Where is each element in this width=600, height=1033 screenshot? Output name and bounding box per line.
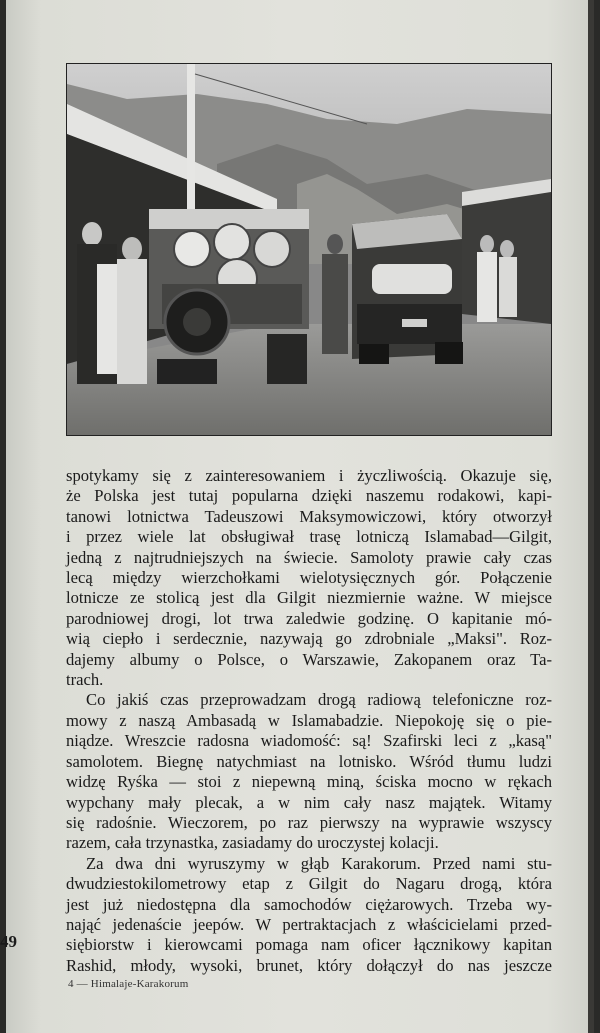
- text-line: jedną z najtrudniejszych na świecie. Samoloty prawie cały czas: [66, 547, 552, 567]
- utility-pole: [187, 64, 195, 224]
- text-line: nająć jedenaście jeepów. W pertraktacjach z właścicielami przed-: [66, 914, 552, 934]
- text-line: Co jakiś czas przeprowadzam drogą radiową telefoniczne roz-: [86, 690, 552, 710]
- text-line: mowy z naszą Ambasadą w Islamabadzie. Niepokoję się o pie-: [66, 710, 552, 730]
- text-line: lecą między wierzchołkami wielotysięcznych gór. Połączenie: [66, 568, 552, 588]
- text-line: dwudziestokilometrowy etap z Gilgit do Nagaru drogą, która: [66, 874, 552, 894]
- text-line: Rashid, młody, wysoki, brunet, który dołączył do nas jeszcze: [66, 955, 552, 975]
- book-page: [6, 0, 594, 1033]
- text-line: razem, cała trzynastka, zasiadamy do uroczystej kolacji.: [66, 833, 439, 853]
- paragraph-2: [66, 690, 552, 853]
- photo-trucks-in-mountain-village: [66, 63, 552, 436]
- text-line: widzę Ryśka — stoi z niepewną miną, ściska mocno w rękach: [66, 772, 552, 792]
- text-line: dajemy albumy o Polsce, o Warszawie, Zakopanem oraz Ta-: [66, 649, 552, 669]
- text-line: i przez wiele lat obsługiwał trasę lotniczą Islamabad—Gilgit,: [66, 527, 552, 547]
- page-edge: [588, 0, 594, 1033]
- text-line: siębiorstw i kierowcami pomaga nam oficer łącznikowy kapitan: [66, 935, 552, 955]
- paragraph-1: [66, 466, 552, 690]
- text-line: wią ciepło i serdecznie, nazywają go zdrobniale „Maksi". Roz-: [66, 629, 552, 649]
- photo-illustration: [67, 64, 551, 435]
- running-footer: 4 — Himalaje-Karakorum: [68, 978, 189, 990]
- text-line: lotnicze ze stolicą jest dla Gilgit niezmiernie ważne. W miejsce: [66, 588, 552, 608]
- text-line: tanowi lotnictwa Tadeuszowi Maksymowiczowi, który otworzył: [66, 506, 552, 526]
- truck-right: [352, 214, 463, 364]
- text-line: parodniowej drogi, lot trwa zaledwie godzinę. O kapitanie mó-: [66, 608, 552, 628]
- text-line: jest już niedostępna dla samochodów ciężarowych. Trzeba wy-: [66, 894, 552, 914]
- text-line: Za dwa dni wyruszymy w głąb Karakorum. Przed nami stu-: [86, 853, 552, 873]
- text-line: niądze. Wreszcie radosna wiadomość: są! Szafirski leci z „kasą": [66, 731, 552, 751]
- text-line: spotykamy się z zainteresowaniem i życzliwością. Okazuje się,: [66, 466, 552, 485]
- people-left: [77, 222, 147, 384]
- text-line: trach.: [66, 670, 104, 690]
- text-line: się radośnie. Wieczorem, po raz pierwszy na wyprawie wszyscy: [66, 812, 552, 832]
- page-number: 49: [0, 932, 17, 951]
- text-line: wypchany mały plecak, a w nim cały nasz majątek. Witamy: [66, 792, 552, 812]
- text-line: samolotem. Biegnę natychmiast na lotnisko. Wśród tłumu ludzi: [66, 751, 552, 771]
- paragraph-3: [66, 854, 552, 976]
- body-text: [66, 466, 552, 976]
- text-line: że Polska jest tutaj popularna dzięki naszemu rodakowi, kapi-: [66, 486, 552, 506]
